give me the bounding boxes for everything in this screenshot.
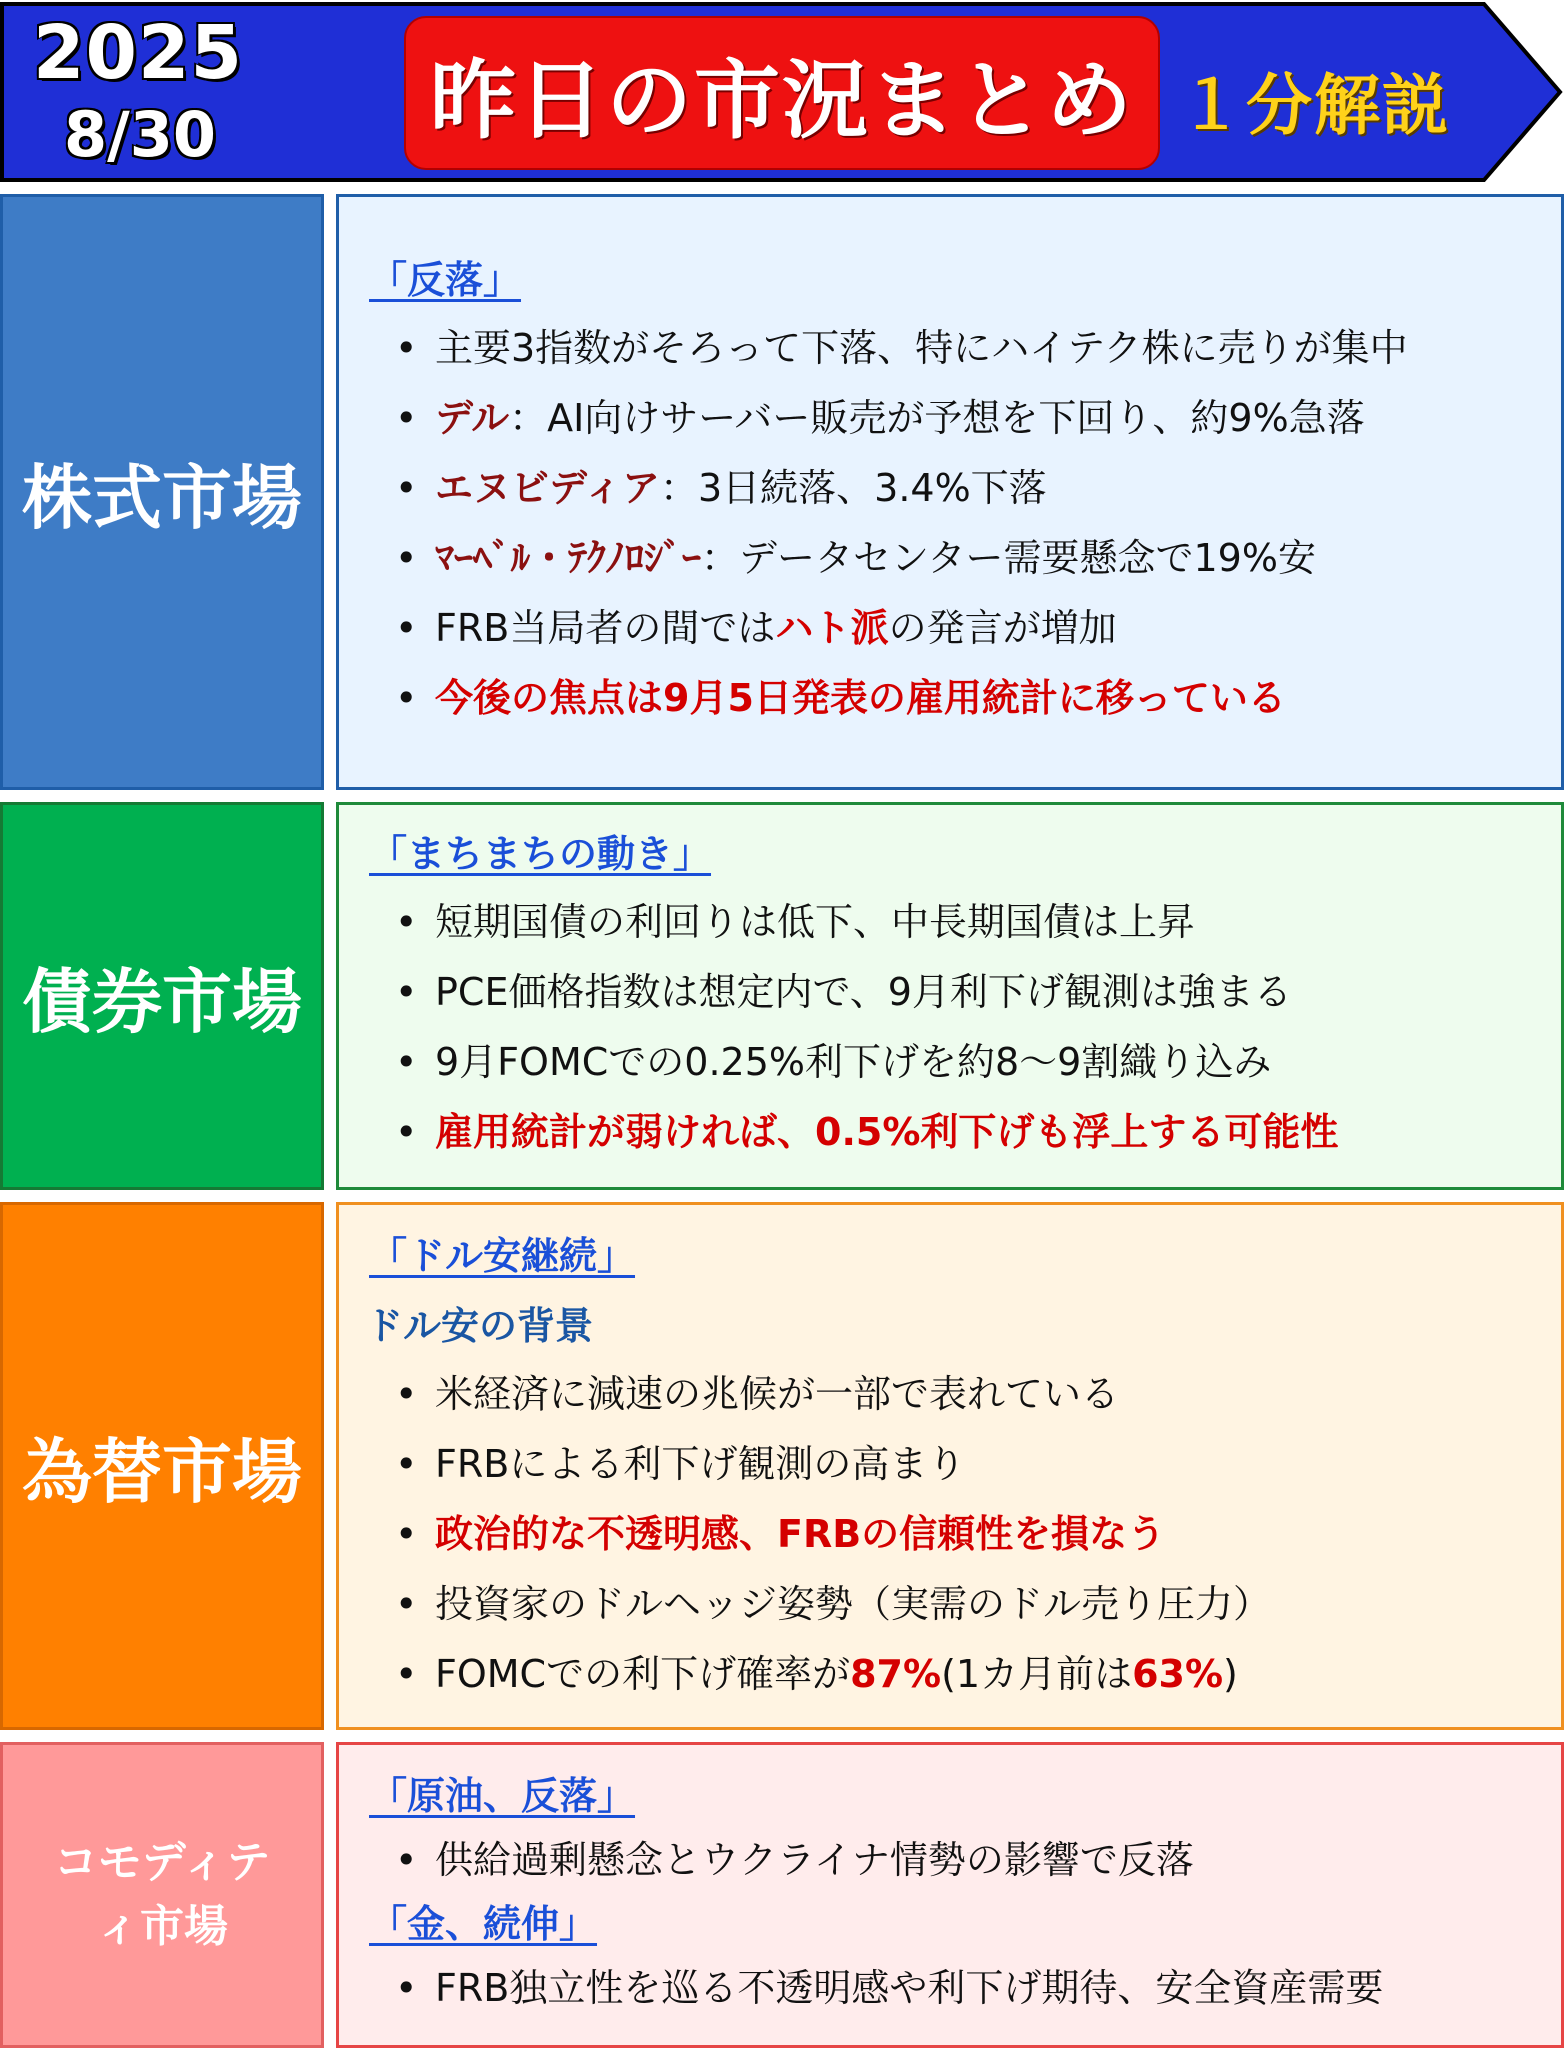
fx-market-label: 為替市場 (0, 1202, 324, 1730)
commodity-list-oil (369, 1838, 1561, 1882)
list-item: • 政治的な不透明感、FRBの信頼性を損なう (369, 1515, 1561, 1553)
list-item: • エヌビディア：3日続落、3.4%下落 (369, 469, 1561, 507)
fx-list (369, 1372, 1561, 1696)
header-subtitle: １分解説 (1178, 67, 1450, 144)
commodity-heading-oil: 「原油、反落」 (369, 1774, 636, 1818)
stock-heading: 「反落」 (369, 258, 522, 302)
bond-list (369, 900, 1561, 1154)
list-item: • デル：AI向けサーバー販売が予想を下回り、約9%急落 (369, 399, 1561, 437)
header-title-box (404, 16, 1160, 170)
list-item: • FRB当局者の間ではハト派の発言が増加 (369, 609, 1561, 647)
bond-heading: 「まちまちの動き」 (369, 832, 712, 876)
stock-market-content (336, 194, 1564, 790)
fx-heading: 「ドル安継続」 (369, 1234, 636, 1278)
fx-subheading: ドル安の背景 (365, 1304, 594, 1348)
list-item: • 投資家のドルヘッジ姿勢（実需のドル売り圧力） (369, 1585, 1561, 1623)
list-item: • FOMCでの利下げ確率が87%(1カ月前は63%) (369, 1655, 1561, 1693)
list-item: • 主要3指数がそろって下落、特にハイテク株に売りが集中 (369, 329, 1561, 367)
list-item: • FRB独立性を巡る不透明感や利下げ期待、安全資産需要 (369, 1969, 1561, 2007)
header-banner (0, 0, 1564, 184)
list-item: • 供給過剰懸念とウクライナ情勢の影響で反落 (369, 1841, 1561, 1879)
bond-market-content (336, 802, 1564, 1190)
fx-market-content (336, 1202, 1564, 1730)
list-item: • 短期国債の利回りは低下、中長期国債は上昇 (369, 903, 1561, 941)
header-title: 昨日の市況まとめ (430, 51, 1134, 151)
list-item: • FRBによる利下げ観測の高まり (369, 1445, 1561, 1483)
list-item: • PCE価格指数は想定内で、9月利下げ観測は強まる (369, 973, 1561, 1011)
commodity-heading-gold: 「金、続伸」 (369, 1902, 598, 1946)
header-year: 2025 (33, 10, 243, 96)
commodity-market-label: コモディテ ィ市場 (0, 1742, 324, 2048)
commodity-list-gold (369, 1966, 1561, 2010)
commodity-market-content (336, 1742, 1564, 2048)
list-item: • 9月FOMCでの0.25%利下げを約8～9割織り込み (369, 1043, 1561, 1081)
bond-market-label: 債券市場 (0, 802, 324, 1190)
list-item: • 今後の焦点は9月5日発表の雇用統計に移っている (369, 679, 1561, 717)
header-date: 8/30 (63, 98, 217, 171)
list-item: • 米経済に減速の兆候が一部で表れている (369, 1375, 1561, 1413)
list-item: • 雇用統計が弱ければ、0.5%利下げも浮上する可能性 (369, 1113, 1561, 1151)
stock-list (369, 326, 1561, 720)
list-item: • ﾏｰﾍﾞﾙ・ﾃｸﾉﾛｼﾞｰ：データセンター需要懸念で19%安 (369, 539, 1561, 577)
stock-market-label: 株式市場 (0, 194, 324, 790)
